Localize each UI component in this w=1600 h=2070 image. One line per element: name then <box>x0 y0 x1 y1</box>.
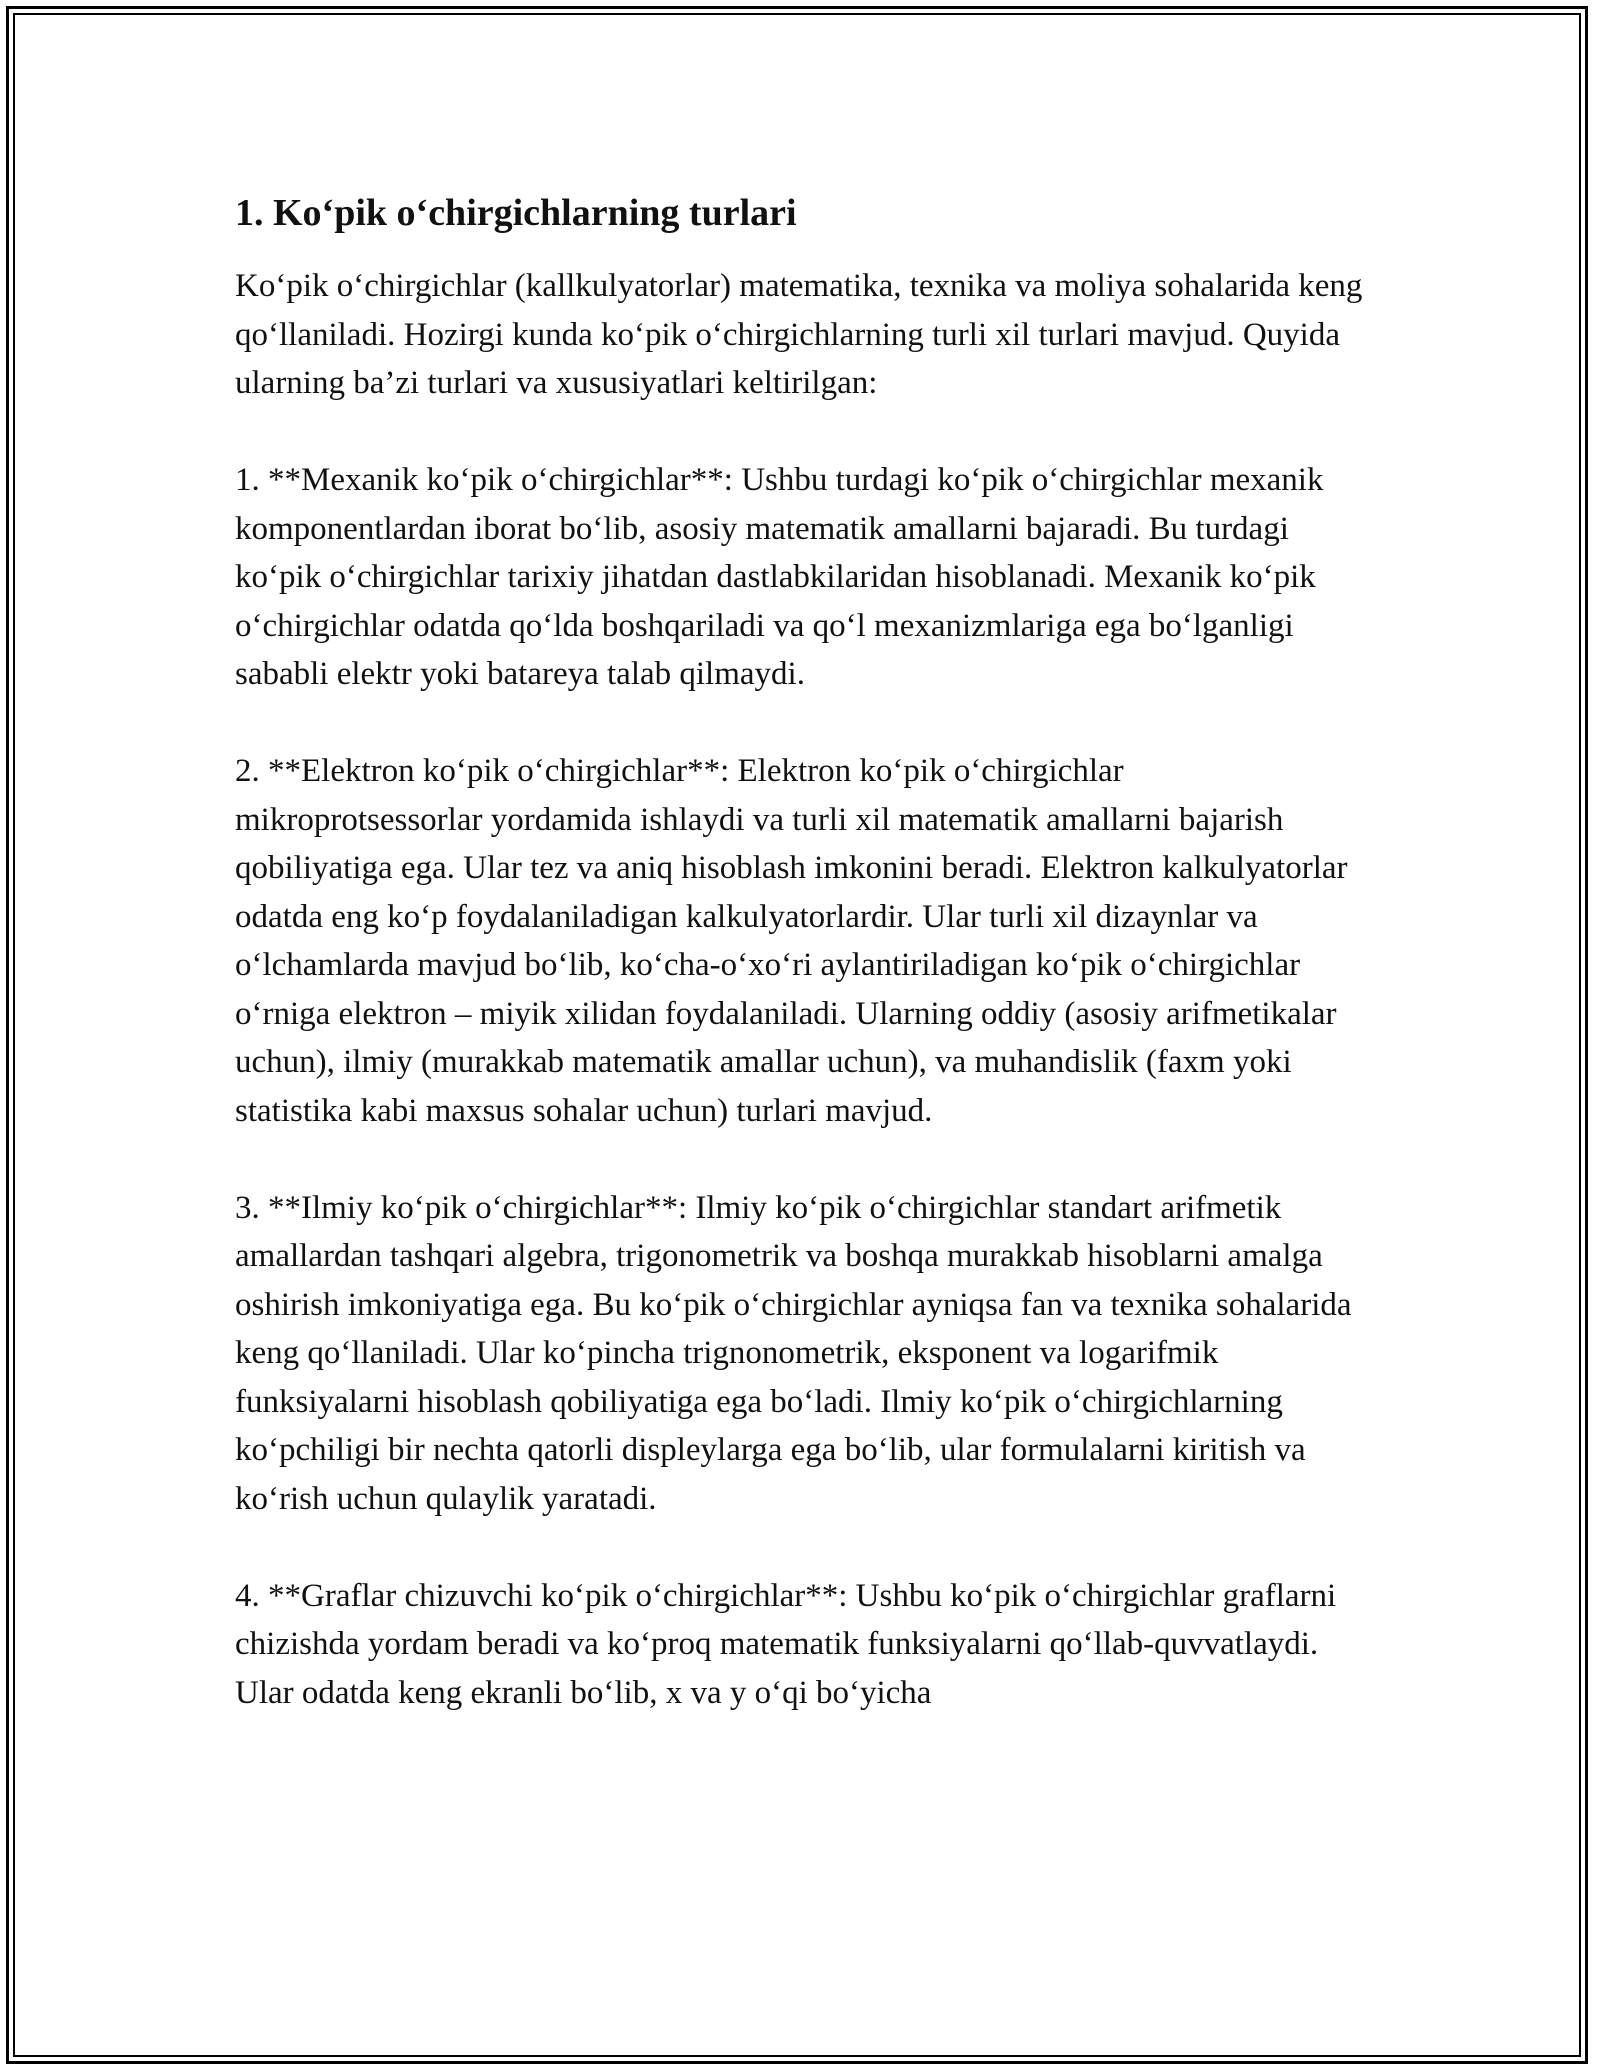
paragraph-scientific: 3. **Ilmiy ko‘pik o‘chirgichlar**: Ilmiy ko‘pik o‘chirgichlar standart arifmetik amallardan tashqari algebra, trigonometrik va boshqa murakkab hisoblarni amalga oshirish imkoniyatiga ega. Bu ko‘pik o‘chirgichlar ayniqsa fan va texnika sohalarida keng qo‘llaniladi. Ular ko‘pincha trignonometrik, eksponent va logarifmik funksiyalarni hisoblash qobiliyatiga ega bo‘ladi. Ilmiy ko‘pik o‘chirgichlarning ko‘pchiligi bir nechta qatorli displeylarga ega bo‘lib, ular formulalarni kiritish va ko‘rish uchun qulaylik yaratadi. <box>235 1189 1352 1517</box>
document-body <box>235 188 1370 1766</box>
intro-paragraph: Ko‘pik o‘chirgichlar (kallkulyatorlar) matematika, texnika va moliya sohalarida keng qo‘llaniladi. Hozirgi kunda ko‘pik o‘chirgichlarning turli xil turlari mavjud. Quyida ularning ba’zi turlari va xususiyatlari keltirilgan: <box>235 268 1363 401</box>
paragraph-electronic: 2. **Elektron ko‘pik o‘chirgichlar**: Elektron ko‘pik o‘chirgichlar mikroprotsessorlar yordamida ishlaydi va turli xil matematik amallarni bajarish qobiliyatiga ega. Ular tez va aniq hisoblash imkonini beradi. Elektron kalkulyatorlar odatda eng ko‘p foydalaniladigan kalkulyatorlardir. Ular turli xil dizaynlar va o‘lchamlarda mavjud bo‘lib, ko‘cha-o‘xo‘ri aylantiriladigan ko‘pik o‘chirgichlar o‘rniga elektron – miyik xilidan foydalaniladi. Ularning oddiy (asosiy arifmetikalar uchun), ilmiy (murakkab matematik amallar uchun), va muhandislik (faxm yoki statistika kabi maxsus sohalar uchun) turlari mavjud. <box>235 753 1348 1129</box>
section-heading: 1. Ko‘pik o‘chirgichlarning turlari <box>235 192 797 234</box>
paragraph-graphing: 4. **Graflar chizuvchi ko‘pik o‘chirgichlar**: Ushbu ko‘pik o‘chirgichlar graflarni chizishda yordam beradi va ko‘proq matematik funksiyalarni qo‘llab-quvvatlaydi. Ular odatda keng ekranli bo‘lib, x va y o‘qi bo‘yicha <box>235 1577 1337 1711</box>
paragraph-mechanical: 1. **Mexanik ko‘pik o‘chirgichlar**: Ushbu turdagi ko‘pik o‘chirgichlar mexanik komponentlardan iborat bo‘lib, asosiy matematik amallarni bajaradi. Bu turdagi ko‘pik o‘chirgichlar tarixiy jihatdan dastlabkilaridan hisoblanadi. Mexanik ko‘pik o‘chirgichlar odatda qo‘lda boshqariladi va qo‘l mexanizmlariga ega bo‘lganligi sababli elektr yoki batareya talab qilmaydi. <box>235 462 1324 692</box>
